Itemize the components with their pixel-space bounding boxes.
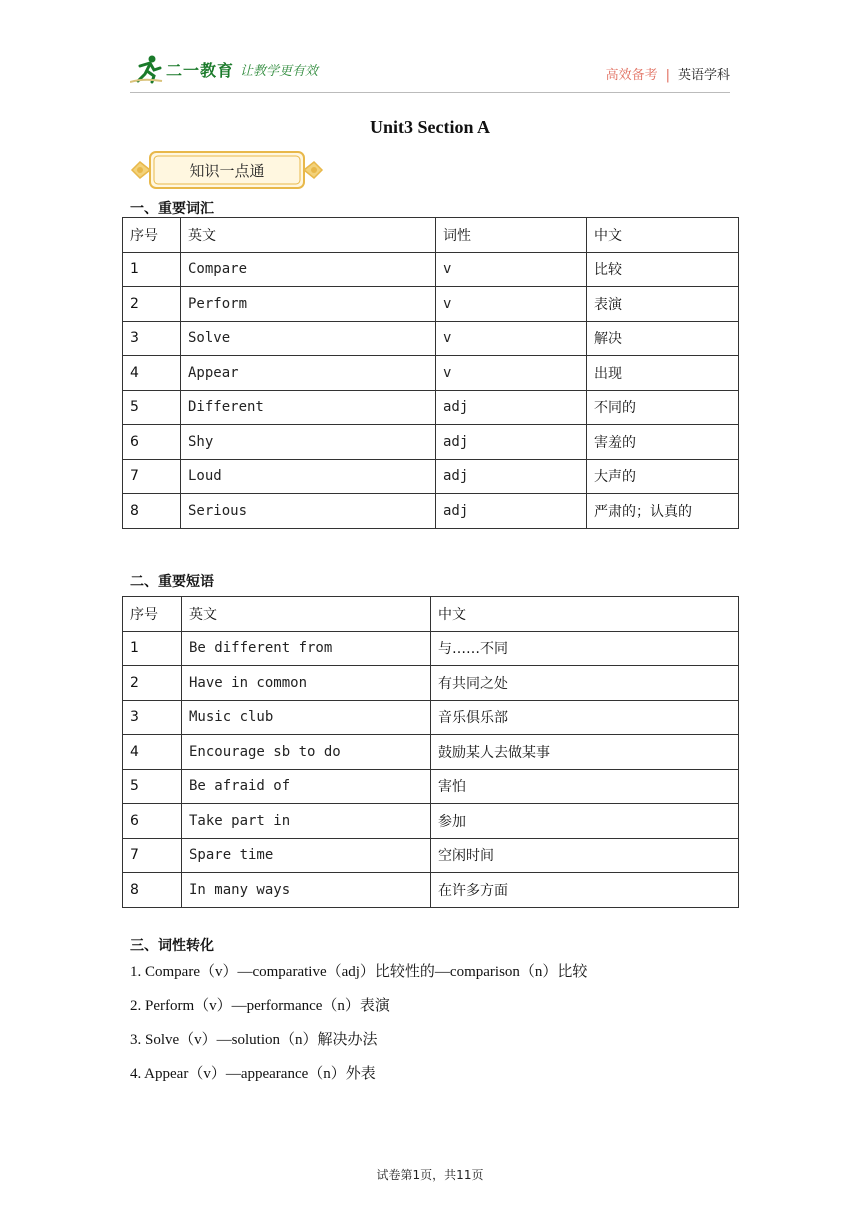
phrase-cell: 空闲时间 — [431, 838, 739, 873]
vocab-cell: v — [436, 252, 587, 287]
vocab-cell: 比较 — [587, 252, 739, 287]
vocab-row — [123, 459, 739, 494]
vocab-cell: 5 — [123, 390, 181, 425]
phrases-table — [122, 596, 739, 908]
logo-slogan: 让教学更有效 — [240, 63, 319, 79]
vocab-cell: Appear — [181, 356, 436, 391]
banner-label: 知识一点通 — [189, 162, 265, 180]
vocab-cell: 1 — [123, 252, 181, 287]
phrase-cell: Encourage sb to do — [182, 735, 431, 770]
vocab-cell: v — [436, 321, 587, 356]
vocab-row — [123, 321, 739, 356]
vocab-cell: 8 — [123, 494, 181, 529]
vocab-row — [123, 494, 739, 529]
conversion-item: 2. Perform（v）—performance（n）表演 — [130, 998, 390, 1014]
vocab-table — [122, 217, 739, 529]
vocab-cell: adj — [436, 459, 587, 494]
phrase-cell: Spare time — [182, 838, 431, 873]
vocab-cell: 6 — [123, 425, 181, 460]
logo — [130, 54, 318, 84]
vocab-row — [123, 425, 739, 460]
phrase-cell: 7 — [123, 838, 182, 873]
vocab-cell: Different — [181, 390, 436, 425]
phrase-column-header: 中文 — [431, 597, 739, 632]
conversion-item: 3. Solve（v）—solution（n）解决办法 — [130, 1032, 378, 1048]
vocab-column-header: 英文 — [181, 218, 436, 253]
vocab-column-header: 中文 — [587, 218, 739, 253]
vocab-cell: 3 — [123, 321, 181, 356]
runner-logo-icon — [130, 54, 164, 84]
vocab-cell: Solve — [181, 321, 436, 356]
phrase-column-header: 序号 — [123, 597, 182, 632]
tag-exam-prep: 高效备考 — [605, 68, 658, 83]
phrase-cell: Take part in — [182, 804, 431, 839]
knowledge-banner — [128, 148, 326, 192]
vocab-heading: 一、重要词汇 — [130, 201, 214, 217]
vocab-cell: 表演 — [587, 287, 739, 322]
vocab-cell: v — [436, 287, 587, 322]
conversion-item: 1. Compare（v）—comparative（adj）比较性的—comparison（n）比较 — [130, 964, 588, 980]
vocab-cell: 解决 — [587, 321, 739, 356]
phrase-column-header: 英文 — [182, 597, 431, 632]
phrase-cell: 音乐俱乐部 — [431, 700, 739, 735]
phrase-row — [123, 700, 739, 735]
vocab-cell: adj — [436, 494, 587, 529]
phrase-row — [123, 735, 739, 770]
phrase-cell: 3 — [123, 700, 182, 735]
vocab-cell: 大声的 — [587, 459, 739, 494]
phrase-row — [123, 666, 739, 701]
logo-name: 二一教育 — [166, 60, 235, 80]
phrase-cell: 参加 — [431, 804, 739, 839]
vocab-cell: 7 — [123, 459, 181, 494]
vocab-cell: 2 — [123, 287, 181, 322]
tag-separator: | — [665, 68, 670, 83]
vocab-row — [123, 390, 739, 425]
vocab-cell: Serious — [181, 494, 436, 529]
phrase-cell: 害怕 — [431, 769, 739, 804]
header-divider — [130, 92, 730, 93]
phrase-row — [123, 873, 739, 908]
vocab-cell: v — [436, 356, 587, 391]
vocab-cell: adj — [436, 390, 587, 425]
phrase-row — [123, 769, 739, 804]
vocab-cell: Loud — [181, 459, 436, 494]
vocab-cell: 出现 — [587, 356, 739, 391]
vocab-cell: adj — [436, 425, 587, 460]
phrase-row — [123, 838, 739, 873]
phrase-header-row — [123, 597, 739, 632]
phrase-cell: 有共同之处 — [431, 666, 739, 701]
phrase-cell: Have in common — [182, 666, 431, 701]
vocab-column-header: 词性 — [436, 218, 587, 253]
vocab-column-header: 序号 — [123, 218, 181, 253]
phrase-cell: 4 — [123, 735, 182, 770]
phrase-cell: 鼓励某人去做某事 — [431, 735, 739, 770]
conversion-item: 4. Appear（v）—appearance（n）外表 — [130, 1066, 376, 1082]
vocab-cell: 害羞的 — [587, 425, 739, 460]
conversion-list — [130, 960, 587, 1096]
vocab-cell: 严肃的；认真的 — [587, 494, 739, 529]
phrase-cell: Be afraid of — [182, 769, 431, 804]
header-tags — [606, 64, 730, 83]
phrase-cell: 2 — [123, 666, 182, 701]
phrases-heading: 二、重要短语 — [130, 574, 214, 590]
conversion-heading: 三、词性转化 — [130, 938, 214, 954]
vocab-row — [123, 287, 739, 322]
tag-subject: 英语学科 — [677, 68, 730, 83]
page-header — [130, 54, 730, 88]
phrase-cell: 1 — [123, 631, 182, 666]
phrase-cell: 6 — [123, 804, 182, 839]
vocab-row — [123, 356, 739, 391]
vocab-header-row — [123, 218, 739, 253]
vocab-cell: Perform — [181, 287, 436, 322]
vocab-cell: 不同的 — [587, 390, 739, 425]
vocab-cell: 4 — [123, 356, 181, 391]
phrase-cell: 5 — [123, 769, 182, 804]
page-footer: 试卷第1页，共11页 — [376, 1168, 484, 1182]
vocab-cell: Shy — [181, 425, 436, 460]
phrase-cell: 在许多方面 — [431, 873, 739, 908]
phrase-cell: Music club — [182, 700, 431, 735]
phrase-cell: Be different from — [182, 631, 431, 666]
phrase-row — [123, 804, 739, 839]
vocab-cell: Compare — [181, 252, 436, 287]
vocab-row — [123, 252, 739, 287]
phrase-cell: 8 — [123, 873, 182, 908]
page-title: Unit3 Section A — [369, 117, 490, 137]
phrase-cell: 与……不同 — [431, 631, 739, 666]
phrase-row — [123, 631, 739, 666]
phrase-cell: In many ways — [182, 873, 431, 908]
